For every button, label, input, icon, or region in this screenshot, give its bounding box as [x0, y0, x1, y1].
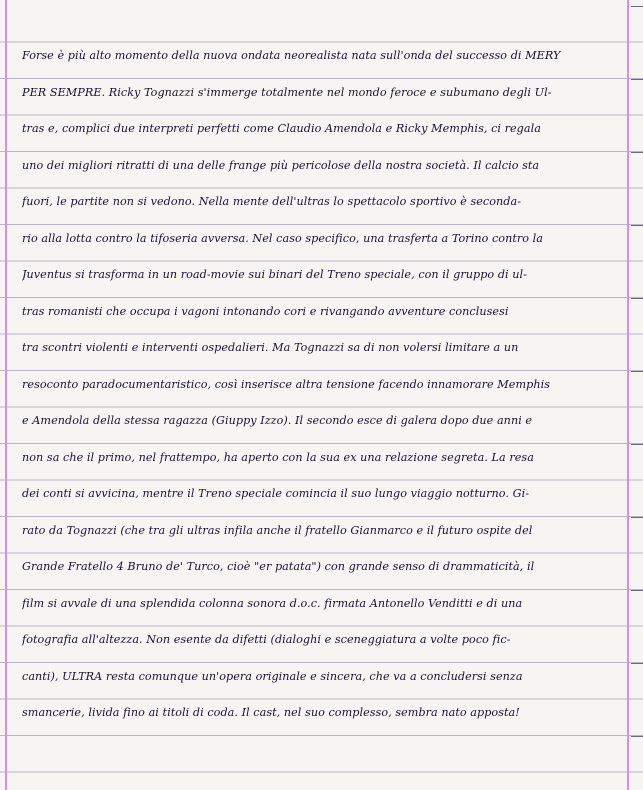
- text-line: tra scontri violenti e interventi ospedalieri. Ma Tognazzi sa di non volersi limitare a un: [22, 341, 519, 354]
- text-line: film si avvale di una splendida colonna sonora d.o.c. firmata Antonello Venditti e di una: [22, 596, 523, 610]
- ruling-tick: [631, 517, 643, 518]
- ruling-tick: [631, 663, 643, 664]
- text-line: smancerie, livida fino ai titoli di coda. Il cast, nel suo complesso, sembra nato apposta!: [22, 706, 520, 719]
- text-line: dei conti si avvicina, mentre il Treno speciale comincia il suo lungo viaggio notturno. Gi-: [22, 487, 530, 500]
- text-line: PER SEMPRE. Ricky Tognazzi s'immerge totalmente nel mondo feroce e subumano degli Ul-: [22, 85, 552, 99]
- text-line: rato da Tognazzi (che tra gli ultras infila anche il fratello Gianmarco e il futuro ospite del: [22, 523, 533, 537]
- left-margin-line: [5, 0, 7, 790]
- text-line: Juventus si trasforma in un road-movie sui binari del Treno speciale, con il gruppo di ul-: [22, 268, 527, 281]
- text-line: Forse è più alto momento della nuova ondata neorealista nata sull'onda del successo di MERY: [22, 49, 561, 62]
- ruling-tick: [631, 371, 643, 372]
- right-margin-line: [627, 0, 629, 790]
- ruling-tick: [631, 736, 643, 737]
- text-line: canti), ULTRA resta comunque un'opera originale e sincera, che va a concludersi senza: [22, 669, 523, 683]
- ruling-tick: [631, 590, 643, 591]
- text-line: fotografia all'altezza. Non esente da difetti (dialoghi e sceneggiatura a volte poco fic-: [22, 633, 511, 646]
- text-line: fuori, le partite non si vedono. Nella mente dell'ultras lo spettacolo sportivo è seconda-: [22, 195, 522, 208]
- text-line: resoconto paradocumentaristico, così inserisce altra tensione facendo innamorare Memphis: [22, 377, 550, 391]
- text-line: non sa che il primo, nel frattempo, ha aperto con la sua ex una relazione segreta. La resa: [22, 450, 534, 464]
- text-line: e Amendola della stessa ragazza (Giuppy Izzo). Il secondo esce di galera dopo due anni e: [22, 414, 533, 427]
- text-line: uno dei migliori ritratti di una delle frange più pericolose della nostra società. Il calcio sta: [22, 158, 540, 172]
- ruling-tick: [631, 225, 643, 226]
- text-line: Grande Fratello 4 Bruno de' Turco, cioè "er patata") con grande senso di drammaticità, il: [22, 560, 535, 573]
- text-line: tras romanisti che occupa i vagoni intonando cori e rivangando avventure conclusesi: [22, 304, 509, 318]
- ruling-tick: [631, 79, 643, 80]
- text-line: tras e, complici due interpreti perfetti come Claudio Amendola e Ricky Memphis, ci regala: [22, 122, 541, 135]
- ruling-tick: [631, 6, 643, 7]
- ruling-tick: [631, 444, 643, 445]
- ruling-tick: [631, 298, 643, 299]
- handwritten-text: [22, 38, 622, 732]
- text-line: rio alla lotta contro la tifoseria avversa. Nel caso specifico, una trasferta a Torino contro la: [22, 231, 544, 245]
- ruling-tick: [631, 152, 643, 153]
